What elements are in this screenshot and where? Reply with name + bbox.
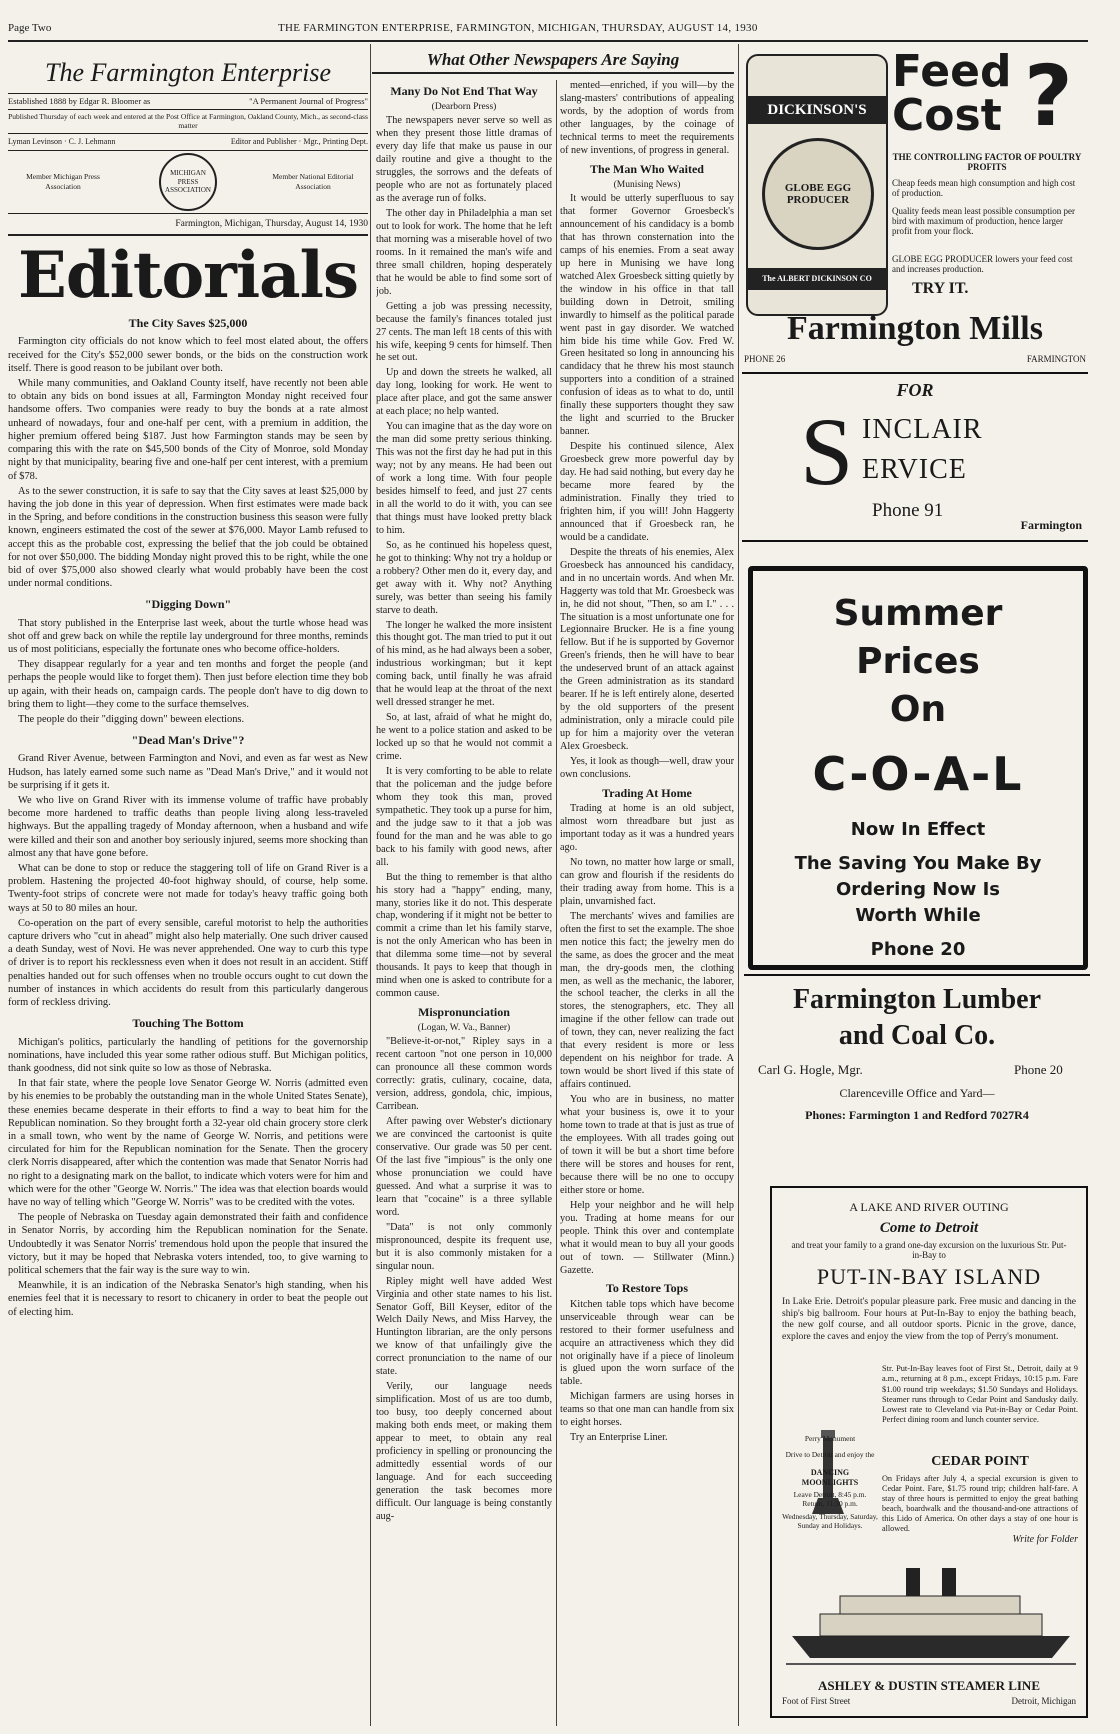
article-paragraph: Getting a job was pressing necessity, because the family's finances totaled just 27 cents. The man left 18 cents of this with his wife, keeping 9 cents for himself. Then he set out. [376,300,552,364]
article-paragraph: Co-operation on the part of every sensible, careful motorist to help the authorities capture drivers who "cut in ahead" might also help materially. One such driver caused a death Sunday, west of Novi. He was never apprehended. One way to curb this type of driver is to report his recklessness even when it does not result in an accident. Stiff penalties handed out for such offenses when no trouble occurs ought to cut down the number of instances in which accidents do result from this particularly dangerous form of reckless driving. [8,917,368,1009]
article-paragraph: It is very comforting to be able to relate that the policeman and the judge before whom they took this man, proved sympathetic. They took up a purse for him, and the judge saw to it that a job was found for the man and he was able to go back to his family with good news, after all. [376,766,552,868]
page-header [8,22,1088,38]
feed-cost-ad: DICKINSON'S GLOBE EGG PRODUCER The ALBERT DICKINSON CO Feed Cost ? THE CONTROLLING FACTOR OF POULTRY PROFITS Cheap feeds mean high consumption and high cost of production. Quality feeds mean least possible consumption per bird with maximum of production, hence larger profit from your flock. GLOBE EGG PRODUCER lowers your feed cost and increases production. TRY IT. Farmington Mills PHONE 26 FARMINGTON [742,48,1088,374]
exchange-column-right [560,80,734,1725]
article-paragraph: While many communities, and Oakland County itself, have recently not been able to obtain any bids on bond issues at all, Farmington Monday night received four handsome offers. Two companies were ready to buy the bonds at a rate almost unheard of nowadays, four and one-half per cent, with a premium in addition, the higher premium offered being $187. Just how Farmington stands may be seen by comparing this with the rate on $45,500 bonds of the City of Monroe, sold Monday night by that municipality, bearing five and one-half per cent interest, with a premium of $78. [8,378,368,482]
article-headline: The City Saves $25,000 [128,316,248,331]
article-paragraph: Michigan's politics, particularly the handling of petitions for the governorship nominations, have included this year some rather odious stuff. But Michigan politics, thank goodness, did not sink quite so low as those of Nebraska. [8,1036,368,1074]
article-paragraph: So, at last, afraid of what he might do, he went to a police station and asked to be locked up so that he would not commit a crime. [376,712,552,763]
article-paragraph: Meanwhile, it is an indication of the Nebraska Senator's high standing, when his enemies feel that it is necessary to resort to chicanery in order to beat the people out of electing him. [8,1280,368,1318]
article-headline: To Restore Tops [605,1281,689,1296]
article-paragraph: That story published in the Enterprise last week, about the turtle whose head was shot off and grew back on while the reptile lay underground for three months, reminds us of most politicians, especially the fortunate ones who become office-holders. [8,617,368,655]
sinclair-ad: FOR S INCLAIR ERVICE Phone 91 Farmington [742,374,1088,542]
mill-name: Farmington Mills [787,310,1043,347]
header-rule [8,40,1088,42]
article-paragraph: "Believe-it-or-not," Ripley says in a recent cartoon "not one person in 10,000 can pronounce all these common words correctly: gratis, culinary, cocaine, data, version, address, gondola, chic, impious, Carribean. [376,1036,552,1113]
exchange-column-left [376,80,552,1725]
feed-can-illustration: DICKINSON'S GLOBE EGG PRODUCER The ALBERT DICKINSON CO [746,54,888,316]
article-paragraph: mented—enriched, if you will—by the slang-masters' contributions of appealing words, by the adoption of words from other languages, by the coinage of technical terms to meet the requirements of new inventions, of progress in general. [560,80,734,156]
nameplate-established: Established 1888 by Edgar R. Bloomer as "A Permanent Journal of Progress" [8,93,368,110]
article-paragraph: Michigan farmers are using horses in teams so that one man can handle from six to eight horses. [560,1391,734,1429]
column-divider [556,80,557,1726]
column-divider [738,44,739,1726]
question-mark-icon: ? [1024,47,1073,145]
lumber-ad: Farmington Lumber and Coal Co. Carl G. Hogle, Mgr. Phone 20 Clarenceville Office and Yard— Phones: Farmington 1 and Redford 7027R4 [744,974,1090,1140]
article-paragraph: No town, no matter how large or small, can grow and flourish if the residents do their trading away from home. This is a plain, unvarnished fact. [560,856,734,907]
article-headline: Mispronunciation [418,1005,510,1020]
article-paragraph: It would be utterly superfluous to say that former Governor Groesbeck's announcement of his candidacy is a bomb that has thrown consternation into the camps of his enemies. From a seat away up here in Munising we have long watched Alex Groesbeck sitting quietly by the window in his office in that tall building down in Detroit, smiling inwardly to himself as the political parade went past in gay disorder. We watched him bide his time while Gov. Fred W. Green hesitated so long in announcing his candidacy that he threw his most staunch supporters into a condition of a strained confusion of ideas as to what to do, until finally these supporters thought they saw the light and scurried to the Brucker banner. [560,193,734,438]
article-paragraph: But the thing to remember is that altho his story had a "happy" ending, many, many, stories like it do not. This desperate chap, wondering if it might not be better to commit a crime than let his family starve, is not the only American who has been in that dilemma some time—not by several thousands. It pays to keep that though in mind when one is asked to contribute for a common cause. [376,871,552,1000]
column-title: What Other Newspapers Are Saying [372,50,734,74]
nameplate-title: The Farmington Enterprise [45,58,331,87]
association-row: Member Michigan Press Association MICHIGAN PRESS ASSOCIATION Member National Editorial Association [8,151,368,214]
column-divider [370,44,371,1726]
article-paragraph: Kitchen table tops which have become unserviceable through wear can be restored to their former usefulness and acquire an attractiveness which they did not originally have if a piece of linoleum is glued upon the worn surface of the table. [560,1298,734,1388]
article-paragraph: The people of Nebraska on Tuesday again demonstrated their faith and confidence in Senator Norris, by according him the Republican nomination for the Senate. Undoubtedly it was Senator Norris' tremendous hold upon the people that insured the victory, but it may be hoped that Nebraska voters intended, too, to give warning to political schemers that the fair way is the sure way to win. [8,1212,368,1276]
article-paragraph: We who live on Grand River with its immense volume of traffic have probably become more hardened to traffic deaths than people living along less-traveled highways. But the appalling tragedy of Monday afternoon, when a husband and wife were killed and their son and another boy seriously injured, seems more shocking than almost any that have gone before. [8,795,368,859]
globe-icon: GLOBE EGG PRODUCER [762,138,874,250]
article-headline: Many Do Not End That Way [390,84,538,98]
steamer-line-ad: A LAKE AND RIVER OUTING Come to Detroit and treat your family to a grand one-day excursion on the luxurious Str. Put-in-Bay to PUT-IN-BAY ISLAND In Lake Erie. Detroit's popular pleasure park. Free music and dancing in the ship's big ballroom. Four hours at Put-In-Bay to enjoy the bathing beach, the new golf course, and all outdoor sports. Picnic in the grove, dance, explore the caves and enjoy the view from the top of Perry's monument. Str. Put-In-Bay leaves foot of First St., Detroit, daily at 9 a.m., returning at 8 p.m., except Fridays, 10:15 p.m. Fare $1.00 round trip weekdays; $1.50 Sundays and Holidays. Steamer runs through to Cedar Point and Sandusky daily. Lowest rate to Cleveland via Put-in-Bay or Cedar Point. Perfect dining room and lunch counter service. Perry Monument Drive to Detroit and enjoy the DANCING MOONLIGHTS Leave Detroit, 8:45 p.m. Return, 11:30 p.m. Wednesday, Thursday, Saturday, Sunday and Holidays. CEDAR POINT On Fridays after July 4, a special excursion is given to Cedar Point. Fare, $1.75 round trip; children half-fare. A stay of three hours is permitted to enjoy the great bathing beach, boardwalk and the thousand-and-one attractions of this Lido of America. On other days a stay of one hour is allowed. Write for Folder ASHLEY & DUSTIN STEAMER LINE Foot of First Street Detroit, Michigan [770,1186,1088,1718]
article-headline: "Digging Down" [144,597,232,612]
article-paragraph: The people do their "digging down" beween elections. [18,713,245,725]
article-paragraph: "Data" is not only commonly mispronounced, despite its frequent use, but it is also commonly mistaken for a singular noun. [376,1221,552,1272]
article-paragraph: They disappear regularly for a year and ten months and forget the people (and perhaps the people would like to forget them). Then just before election time they bob up again, with their heads on, campaign cards. The people don't have to dig down to bring them to light—they come to the surface themselves. [8,659,368,710]
editorials-heading: Editorials [18,238,358,314]
article-source: (Munising News) [613,179,681,190]
article-paragraph: You can imagine that as the day wore on the man did some pretty serious thinking. This was not the first day he had put in this way; not by any means. He had been out of work a long time. With four people besides himself to feed, and just 27 cents in all the world to do it with, you can see that things must have looked pretty black to him. [376,421,552,536]
article-paragraph: Verily, our language needs simplification. Most of us are too dumb, too busy, too deeply concerned about making both ends meet, or making them appear to meet, to obtain any real proficiency in spelling or pronouncing the admittedly essential words of our language. And for each succeeding generation the task becomes more difficult. Our language is being constantly aug- [376,1381,552,1522]
coal-ad: Summer Prices On C-O-A-L Now In Effect The Saving You Make By Ordering Now Is Worth While Phone 20 [748,566,1088,970]
article-source: (Logan, W. Va., Banner) [417,1023,511,1034]
article-headline: Trading At Home [602,785,692,800]
article-paragraph: You who are in business, no matter what your business is, owe it to your home town to trade at that is just as true of the employees. With all trades going out of town it will be but a short time before there will be stores and houses for rent, because there will be no one to occupy either store or home. [560,1094,734,1196]
article-paragraph: So, as he continued his hopeless quest, he got to thinking: Why not try a holdup or a robbery? Other men do it, every day, and get away with it. Why not? Anything surely, was better than seeing his family starve to death. [376,539,552,616]
article-paragraph: Farmington city officials do not know which to feel most elated about, the offers received for the City's $52,000 sewer bonds, or the bids on the construction work itself. There is good reason to be jubilant over both. [8,336,368,374]
article-paragraph: Grand River Avenue, between Farmington and Novi, and even as far west as New Hudson, has lately earned some such name as "Dead Man's Drive," and it would not be surprising if it gets it. [8,753,368,791]
article-paragraph: In that fair state, where the people love Senator George W. Norris (admitted even by his enemies to be probably the outstanding man in the whole United States Senate), these enemies became desperate in their efforts to find a way to beat him for the Republican nomination. So they brought forth a 32-year old chain grocery store clerk in a small town, who went by the name of George W. Norris, and petitions were circulated for him for the Republican nomination for the Senate. Then the grocery clerk Norris disappeared, after which the contention was made that Senator Norris had no right to a designating mark on the ballot, to indicate which voters were for him and which were for the other "George W. Norris." The idea was that election boards would have no way of telling which "George W. Norris" was to be credited with the votes. [8,1078,368,1208]
article-paragraph: Try an Enterprise Liner. [570,1432,668,1444]
article-paragraph: Yes, it look as though—well, draw your own conclusions. [560,756,734,780]
article-headline: Touching The Bottom [132,1016,244,1031]
article-paragraph: The other day in Philadelphia a man set out to look for work. The home that he left that morning was a miserable hovel of two rooms. In it remained the man's wife and three small children, hoping desperately that he would be able to find some sort of job. [376,207,552,297]
article-paragraph: Help your neighbor and he will help you. Trading at home means for our people. Think this over and contemplate what it would mean to buy all your goods out of town. — Stillwater (Minn.) Gazette. [560,1199,734,1276]
dateline: Farmington, Michigan, Thursday, August 14, 1930 [8,214,368,236]
editorial-column [8,50,368,1725]
article-headline: "Dead Man's Drive"? [131,733,245,748]
article-paragraph: The merchants' wives and families are often the first to set the example. The shoe men notice this fact; the jewelry men do the same, as does the grocer and the meat man, the dry-goods men, the clothing men, as well as the mechanic, the laborer, the school teacher, the clerks in all the stores, the stenographers, etc. They all imagine if the other fellow can trade out of town, they can, never realizing the fact that every resident is more or less dependent on his neighbor for trade. A town would be short lived if this state of affairs continued. [560,910,734,1091]
page-number: Page Two [8,22,52,34]
editorials-body [8,316,368,1319]
article-paragraph: The newspapers never serve so well as when they present those little dramas of every day life that make us pause in our daily routine and give a thought to the struggles, the sorrows and the defeats of people who are not as fortunately placed as the average run of folks. [376,115,552,205]
article-paragraph: As to the sewer construction, it is safe to say that the City saves at least $25,000 by having the job done in this year of depression. When first estimates were made back in the Spring, and before conditions in the construction business this season were fully known, engineers estimated the cost of the sewer at $76,000. Mayor Lamb refused to accept this as the probable cost, expressing the belief that the job could be obtained for not over $50,000. The bidding Monday night proved this to be right, while the one bid of over $75,000 also showed clearly what would probably have been the cost under normal conditions. [8,485,368,590]
article-paragraph: Despite the threats of his enemies, Alex Groesbeck has announced his candidacy, and in no uncertain words. And when Mr. Haggerty was told that Mr. Groesbeck was in, he did not shout, "Then, so am I." . . . The situation is a most unfortunate one for Legionnaire Brucker. He is a fine young fellow. But if he is supported by Governor Green's friends, then he will have to bear the undeserved brunt of an attack against the Green administration as its standard bearer. If he is left entirely alone, deserted by the old supporters of the present administration, only a miracle could pile up for him a majority over the veteran Alex Groesbeck. [560,546,734,753]
article-paragraph: Up and down the streets he walked, all day long, looking for work. He went to place after place, and got the same answer at each place; no help wanted. [376,367,552,418]
article-paragraph: Despite his continued silence, Alex Groesbeck grew more powerful day by day. He had said nothing, but every day he became more feared by the administration. Finally they tried to frighten him, if you will! John Haggerty announced that if Groesbeck ran, he would be a candidate. [560,441,734,543]
publication-notice: Published Thursday of each week and entered at the Post Office at Farmington, Oakland County, Mich., as second-class matter [8,110,368,134]
article-paragraph: Trading at home is an old subject, almost worn threadbare but just as important today as it was a hundred years ago. [560,803,734,853]
article-headline: The Man Who Waited [590,161,704,176]
article-paragraph: Ripley might well have added West Virginia and other state names to his list. Senator Goff, Bill Keyser, editor of the Welch Daily News, and Miss Harvey, the Huntington librarian, are the only persons we know of that unfailingly give the correct pronunciation to the name of our state. [376,1275,552,1378]
article-paragraph: The longer he walked the more insistent this thought got. The man tried to put it out of his mind, as he had always been a sober, industrious workingman; but it kept coming back, until finally he was afraid that he would leap at the throat of the next well dressed stranger he met. [376,619,552,709]
article-paragraph: What can be done to stop or reduce the staggering toll of life on Grand River is a problem. Hastening the projected 40-foot highway should, of course, help some. Twenty-foot strips of concrete were not made for today's heavy traffic going both ways at 50 to 80 miles an hour. [8,863,368,914]
article-paragraph: After pawing over Webster's dictionary we are convinced the cartoonist is quite conservative. Our grade was 50 per cent. Of the last five "impious" is the only one whose pronunciation we could have guessed. And what a surprise it was to learn that "cocaine" is a three syllable word. [376,1116,552,1218]
sinclair-initial: S [800,398,854,505]
masthead-line: THE FARMINGTON ENTERPRISE, FARMINGTON, MICHIGAN, THURSDAY, AUGUST 14, 1930 [278,22,758,34]
article-source: (Dearborn Press) [431,102,497,113]
staff-line: Lyman Levinson · C. J. Lehmann Editor and Publisher · Mgr., Printing Dept. [8,134,368,151]
steamer-ship-icon [786,1560,1076,1670]
press-seal-icon: MICHIGAN PRESS ASSOCIATION [159,153,217,211]
